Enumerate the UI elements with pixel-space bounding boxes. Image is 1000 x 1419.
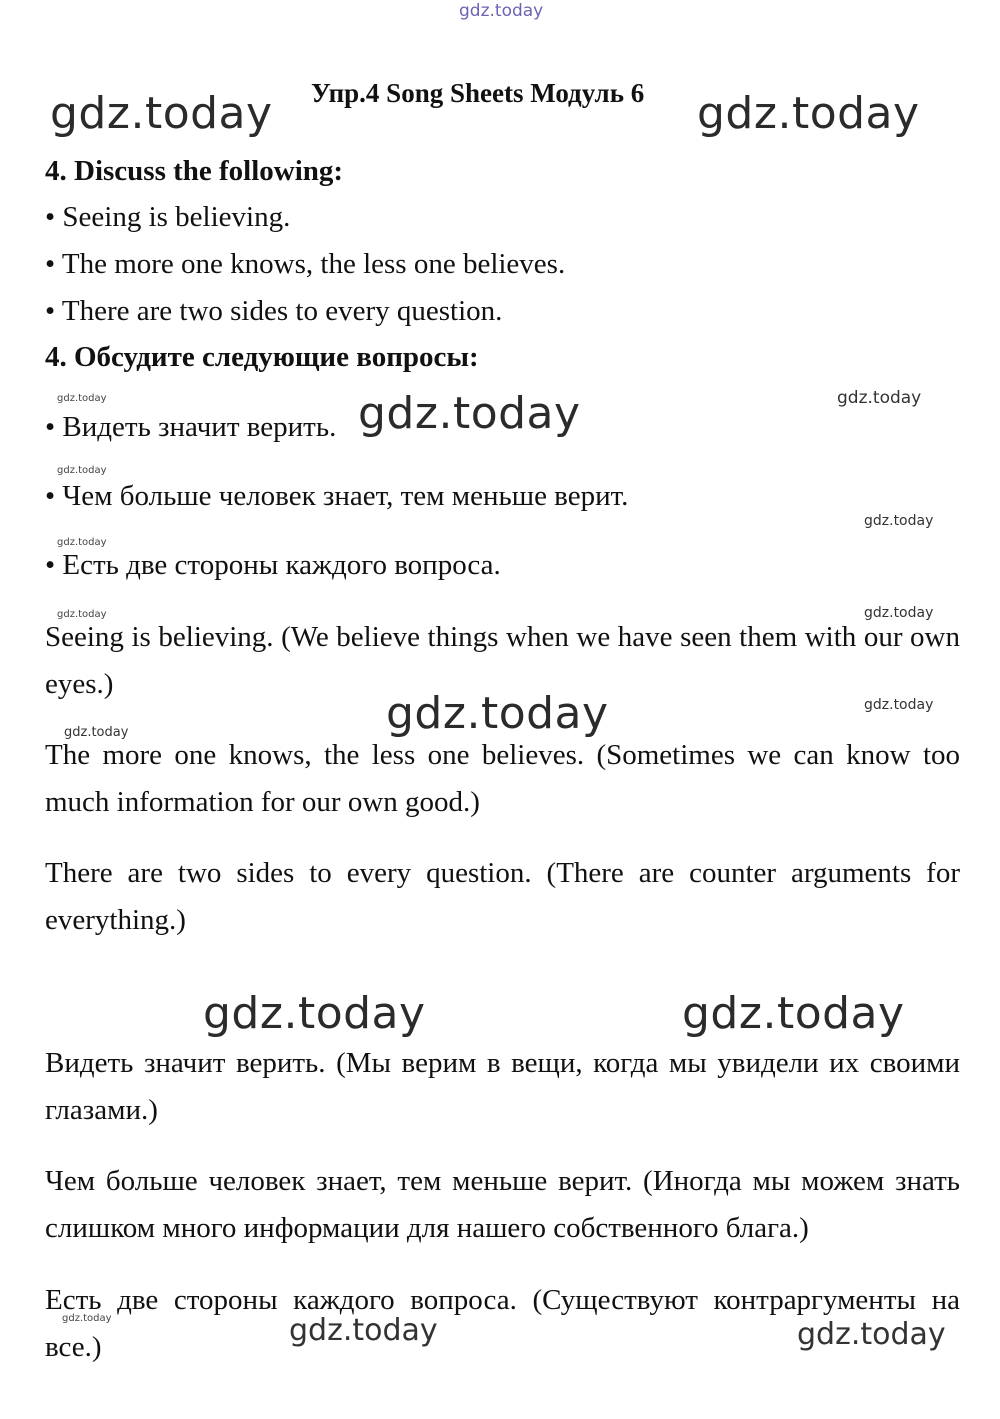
watermark: gdz.today	[682, 988, 905, 1039]
watermark: gdz.today	[797, 1317, 946, 1352]
english-heading: 4. Discuss the following:	[45, 155, 344, 187]
watermark: gdz.today	[50, 88, 273, 139]
watermark: gdz.today	[864, 513, 934, 529]
watermark: gdz.today	[864, 605, 934, 621]
english-bullet: • There are two sides to every question.	[45, 295, 503, 327]
answer-paragraph: Чем больше человек знает, тем меньше верит. (Иногда мы можем знать слишком много информации для нашего собственного блага.)	[45, 1165, 960, 1244]
answer-paragraph: Видеть значит верить. (Мы верим в вещи, когда мы увидели их своими глазами.)	[45, 1047, 960, 1126]
page-title: Упр.4 Song Sheets Модуль 6	[311, 78, 645, 108]
watermark: gdz.today	[64, 725, 129, 740]
watermark: gdz.today	[57, 393, 107, 404]
russian-bullet: • Есть две стороны каждого вопроса.	[45, 549, 501, 581]
watermark: gdz.today	[57, 609, 107, 620]
watermark: gdz.today	[697, 88, 920, 139]
watermark: gdz.today	[203, 988, 426, 1039]
watermark: gdz.today	[62, 1313, 112, 1324]
answer-paragraph: The more one knows, the less one believes. (Sometimes we can know too much information for our own good.)	[45, 739, 960, 818]
watermark: gdz.today	[837, 388, 922, 408]
answer-paragraph: Seeing is believing. (We believe things when we have seen them with our own eyes.)	[45, 621, 960, 700]
answer-paragraph: There are two sides to every question. (There are counter arguments for everything.)	[45, 857, 960, 936]
watermark: gdz.today	[57, 465, 107, 476]
russian-bullet: • Чем больше человек знает, тем меньше верит.	[45, 480, 629, 512]
watermark: gdz.today	[864, 697, 934, 713]
english-bullet: • The more one knows, the less one believes.	[45, 248, 566, 280]
english-bullet: • Seeing is believing.	[45, 201, 291, 233]
watermark-top: gdz.today	[459, 1, 544, 21]
watermark: gdz.today	[358, 388, 581, 439]
watermark: gdz.today	[57, 537, 107, 548]
russian-heading: 4. Обсудите следующие вопросы:	[45, 341, 479, 373]
watermark: gdz.today	[386, 688, 609, 739]
answer-paragraph: Есть две стороны каждого вопроса. (Существуют контраргументы на все.)	[45, 1284, 960, 1363]
russian-bullet: • Видеть значит верить.	[45, 411, 337, 443]
watermark: gdz.today	[289, 1313, 438, 1348]
